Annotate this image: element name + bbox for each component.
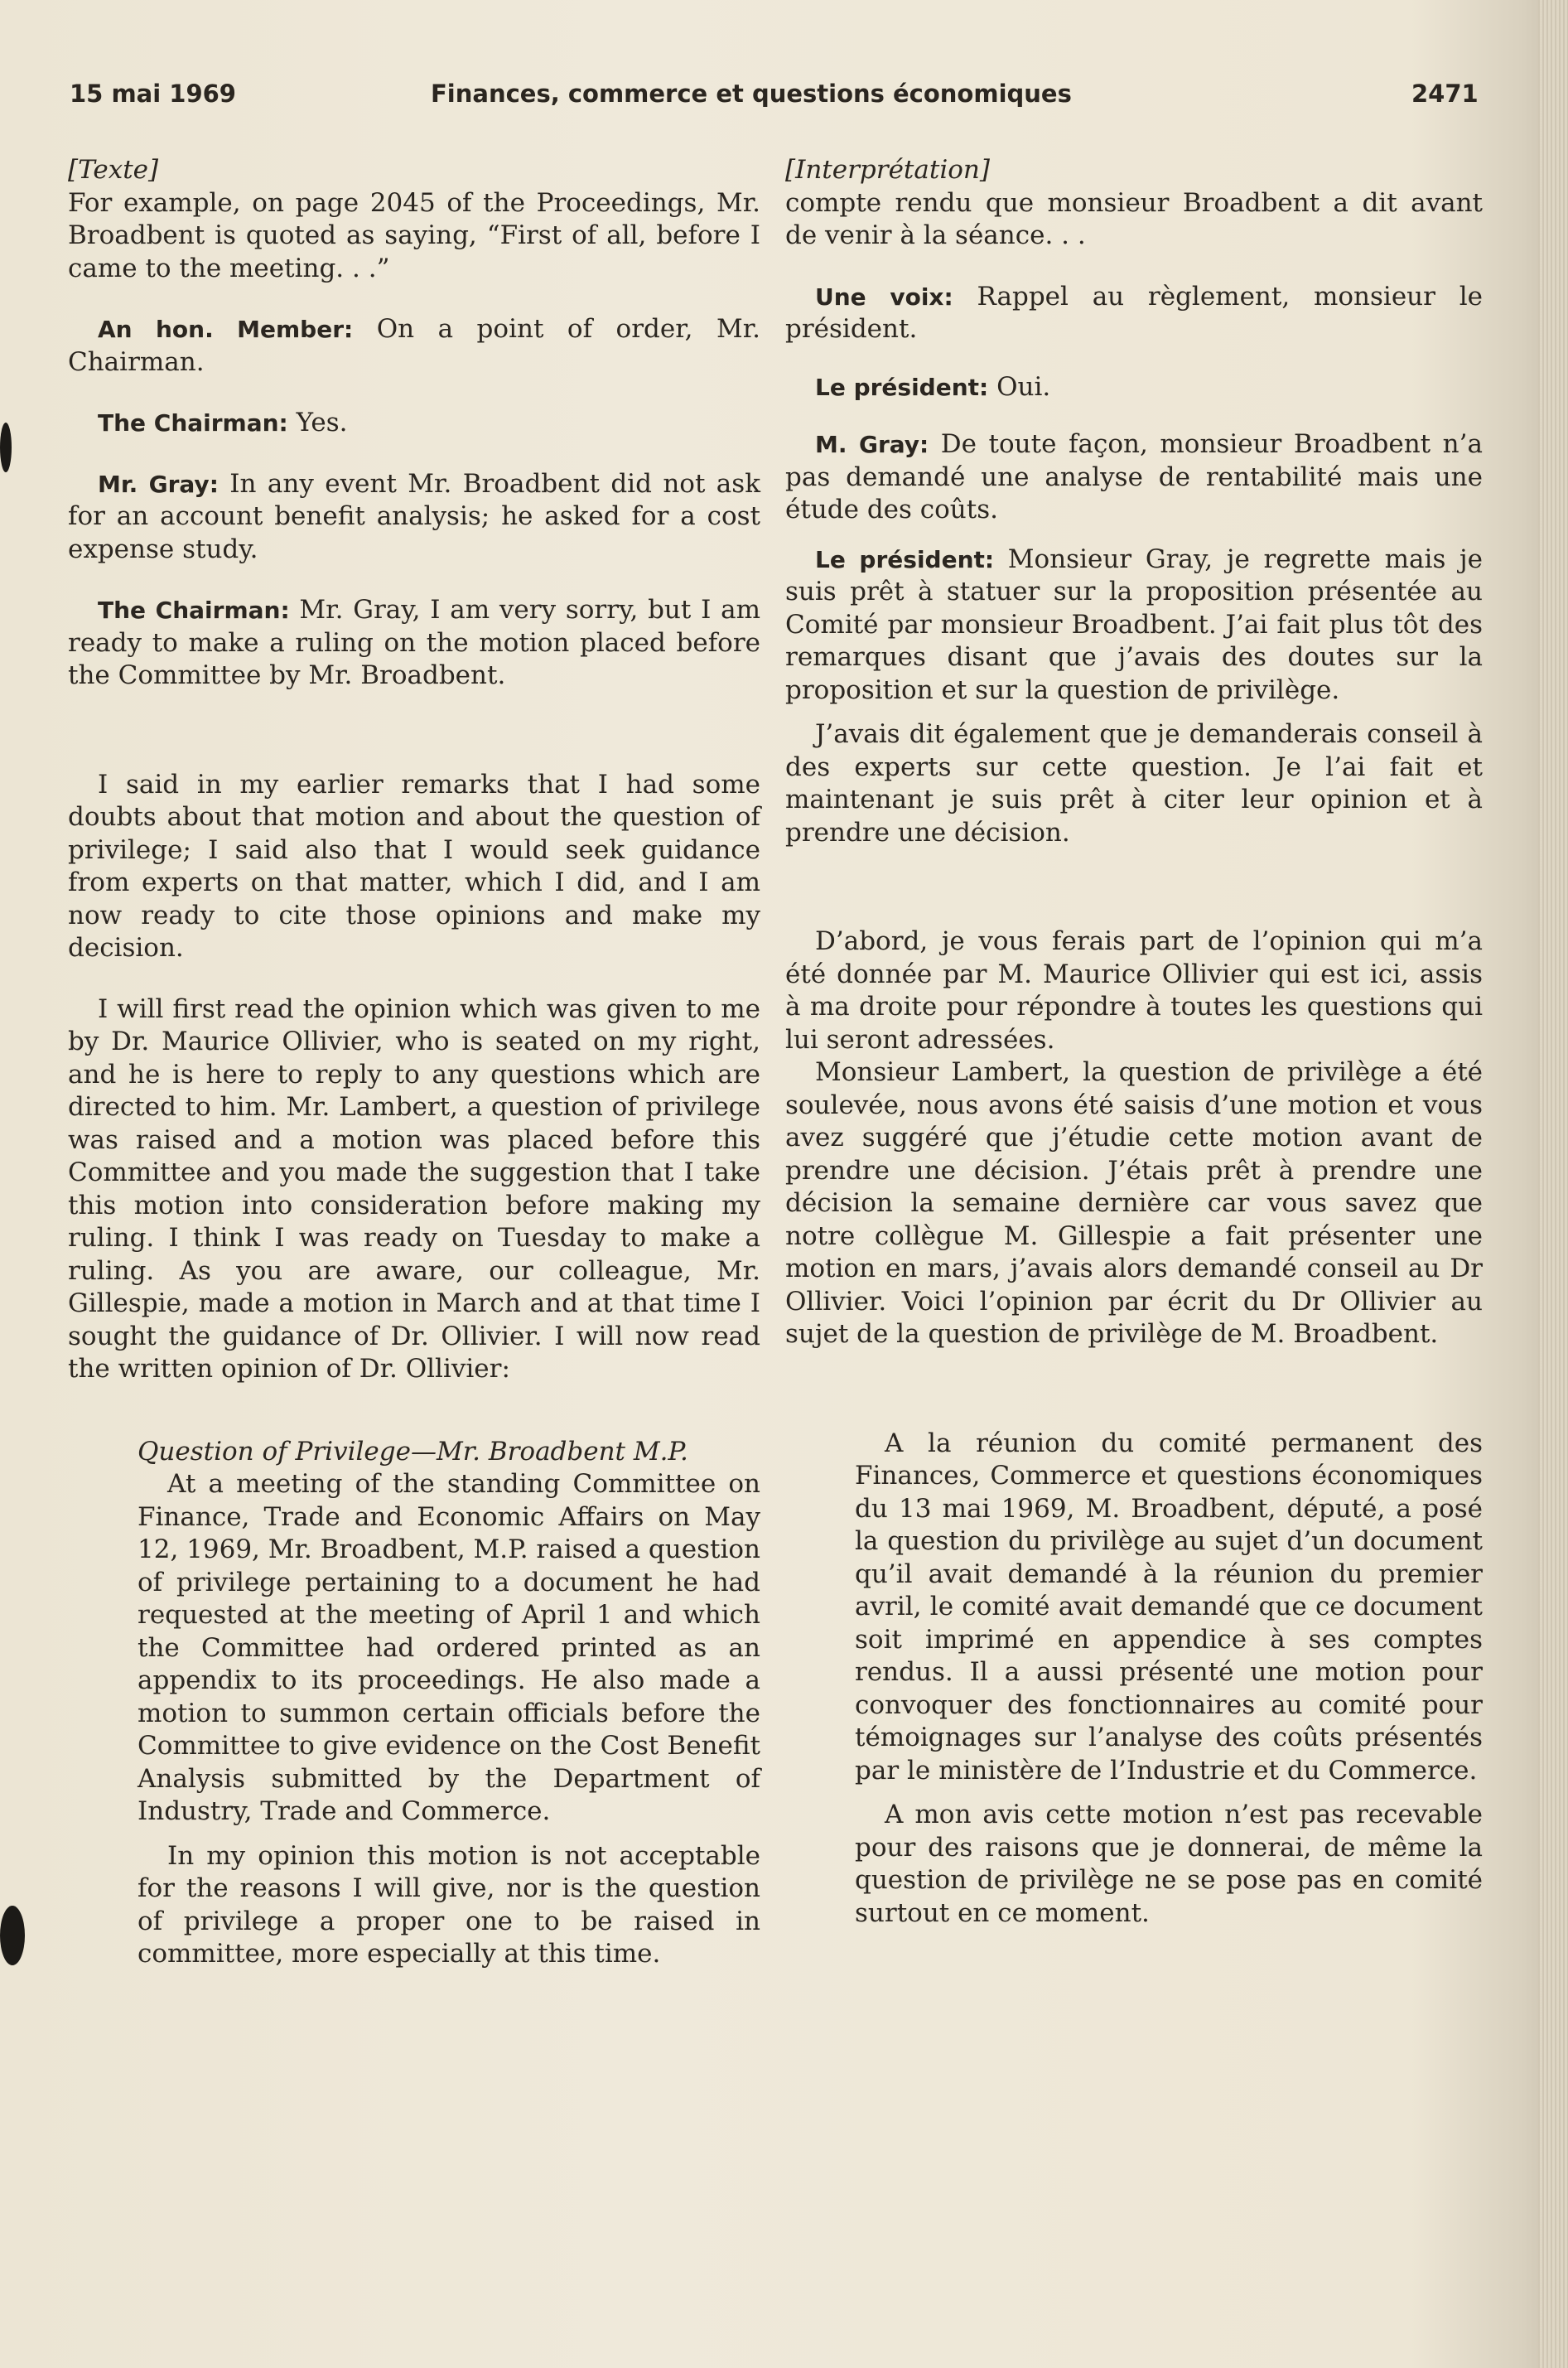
speech-chairman bbox=[68, 407, 760, 440]
speaker: Le président: bbox=[815, 373, 989, 401]
speech-text: Rappel au règlement, monsieur le président. bbox=[785, 281, 1483, 344]
scan-ink-blot bbox=[0, 1906, 25, 1965]
speech-text: In any event Mr. Broadbent did not ask for an account benefit analysis; he asked for a cost expense study. bbox=[68, 468, 760, 564]
speaker: Mr. Gray: bbox=[98, 470, 219, 498]
english-column bbox=[68, 154, 760, 1971]
paragraph: For example, on page 2045 of the Proceedings, Mr. Broadbent is quoted as saying, “First of all, before I came to the meeting. . .” bbox=[68, 187, 760, 283]
speech-gray bbox=[68, 468, 760, 567]
quote-title: Question of Privilege—Mr. Broadbent M.P. bbox=[138, 1436, 688, 1467]
header-date: 15 mai 1969 bbox=[70, 80, 236, 108]
speech-une-voix bbox=[785, 281, 1483, 346]
speaker: Le président: bbox=[815, 545, 995, 573]
quote-paragraph: A la réunion du comité permanent des Finances, Commerce et questions économiques du 13 mai 1969, M. Broadbent, député, a posé la question du privilège au sujet d’un document qu’il avait demandé à la réunion du premier avril, le comité avait demandé que ce document soit imprimé en appendice à ses comptes rendus. Il a aussi présenté une motion pour convoquer des fonctionnaires au comité pour témoignages sur l’analyse des coûts présentés par le ministère de l’Industrie et du Commerce. bbox=[855, 1428, 1483, 1786]
quote-paragraph: A mon avis cette motion n’est pas recevable pour des raisons que je donnerai, de même la question de privilège ne se pose pas en comité surtout en ce moment. bbox=[855, 1800, 1483, 1928]
paragraph: Monsieur Lambert, la question de privilège a été soulevée, nous avons été saisis d’une motion et vous avez suggéré que j’étudie cette motion avant de prendre une décision. J’étais prêt à prendre une décision la semaine dernière car vous savez que notre collègue M. Gillespie a fait présenter une motion en mars, j’avais alors demandé conseil au Dr Ollivier. Voici l’opinion par écrit du Dr Ollivier au sujet de la question de privilège de M. Broadbent. bbox=[785, 1057, 1483, 1349]
page-number: 2471 bbox=[1411, 80, 1479, 108]
quote-paragraph: In my opinion this motion is not acceptable for the reasons I will give, nor is the question of privilege a proper one to be raised in committee, more especially at this time. bbox=[138, 1840, 760, 1969]
text-label: [Texte] bbox=[68, 155, 159, 185]
french-column bbox=[785, 154, 1483, 1930]
scan-ink-blot bbox=[0, 423, 12, 472]
speaker: An hon. Member: bbox=[98, 316, 354, 343]
speech-chairman bbox=[68, 594, 760, 693]
speech-text: Mr. Gray, I am very sorry, but I am ready to make a ruling on the motion placed before the Committee by Mr. Broadbent. bbox=[68, 595, 760, 690]
speech-president bbox=[785, 544, 1483, 708]
speech-text: Yes. bbox=[287, 408, 348, 437]
speech-text: Oui. bbox=[988, 371, 1051, 402]
speaker: Une voix: bbox=[815, 283, 953, 311]
speaker: The Chairman: bbox=[98, 597, 290, 624]
header-title: Finances, commerce et questions économiques bbox=[431, 80, 1072, 108]
speaker: M. Gray: bbox=[815, 431, 929, 458]
paragraph: I will first read the opinion which was given to me by Dr. Maurice Ollivier, who is seated on my right, and he is here to reply to any questions which are directed to him. Mr. Lambert, a question of privilege was raised and a motion was placed before this Committee and you made the suggestion that I take this motion into consideration before making my ruling. I think I was ready on Tuesday to make a ruling. As you are aware, our colleague, Mr. Gillespie, made a motion in March and at that time I sought the guidance of Dr. Ollivier. I will now read the written opinion of Dr. Ollivier: bbox=[68, 993, 760, 1384]
speech-text: On a point of order, Mr. Chairman. bbox=[68, 314, 760, 377]
paragraph: compte rendu que monsieur Broadbent a dit avant de venir à la séance. . . bbox=[785, 187, 1483, 250]
speech-gray bbox=[785, 428, 1483, 527]
paragraph: I said in my earlier remarks that I had some doubts about that motion and about the question of privilege; I said also that I would seek guidance from experts on that matter, which I did, and I am now ready to cite those opinions and make my decision. bbox=[68, 769, 760, 963]
interpretation-label: [Interprétation] bbox=[785, 155, 990, 185]
quote-paragraph: At a meeting of the standing Committee on Finance, Trade and Economic Affairs on May 12, 1969, Mr. Broadbent, M.P. raised a question of privilege pertaining to a document he had requested at the meeting of April 1 and which the Committee had ordered printed as an appendix to its proceedings. He also made a motion to summon certain officials before the Committee to give evidence on the Cost Benefit Analysis submitted by the Department of Industry, Trade and Commerce. bbox=[138, 1469, 760, 1826]
paragraph: D’abord, je vous ferais part de l’opinion qui m’a été donnée par M. Maurice Ollivier qui est ici, assis à ma droite pour répondre à toutes les questions qui lui seront adressées. bbox=[785, 926, 1483, 1055]
page-binding-edge bbox=[1538, 0, 1568, 2368]
speech-hon-member bbox=[68, 313, 760, 379]
speaker: The Chairman: bbox=[98, 409, 288, 437]
speech-text: De toute façon, monsieur Broadbent n’a pas demandé une analyse de rentabilité mais une étude des coûts. bbox=[785, 429, 1483, 524]
speech-text: Monsieur Gray, je regrette mais je suis prêt à statuer sur la proposition présentée au Comité par monsieur Broadbent. J’ai fait plus tôt des remarques disant que j’avais des doutes sur la proposition et sur la question de privilège. bbox=[785, 544, 1484, 705]
speech-president bbox=[785, 371, 1483, 404]
paragraph: J’avais dit également que je demanderais conseil à des experts sur cette question. Je l’ai fait et maintenant je suis prêt à citer leur opinion et à prendre une décision. bbox=[785, 719, 1483, 848]
